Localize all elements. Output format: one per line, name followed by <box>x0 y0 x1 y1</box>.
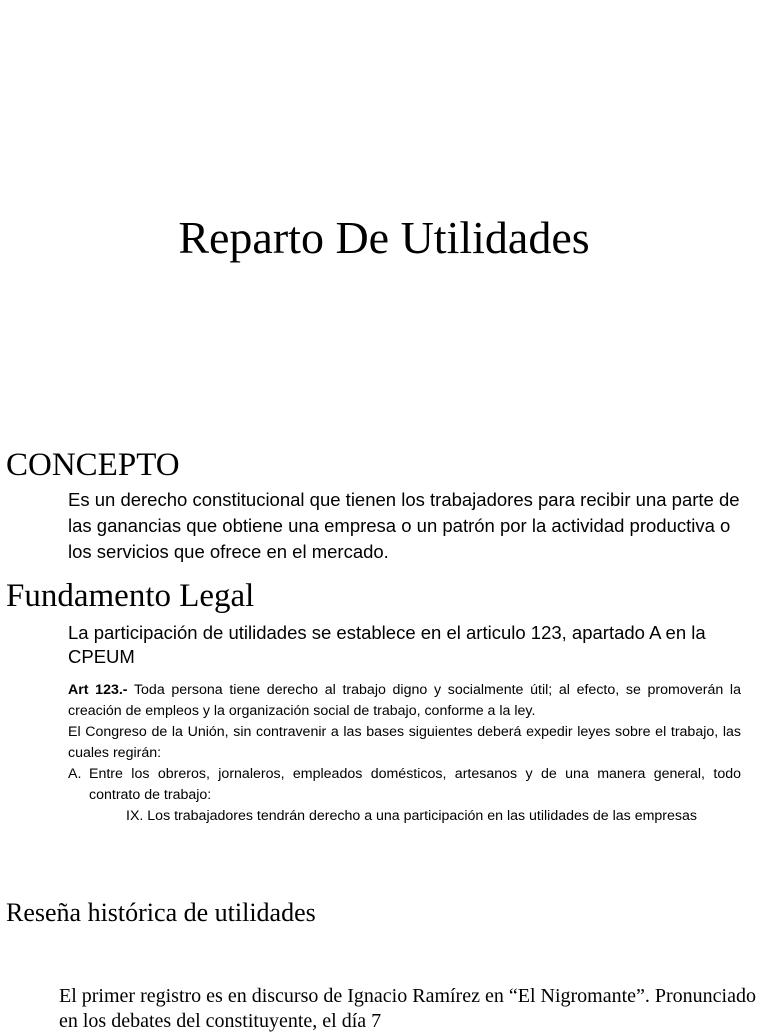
list-item-a <box>68 764 741 806</box>
article-label: Art 123.- <box>68 682 128 698</box>
list-item-a-text: Entre los obreros, jornaleros, empleados domésticos, artesanos y de una manera general, todo contrato de trabajo: <box>89 766 741 803</box>
list-marker-a: A. <box>68 766 82 782</box>
article-text: Toda persona tiene derecho al trabajo digno y socialmente útil; al efecto, se promoverán la creación de empleos y la organización social de trabajo, conforme a la ley. <box>68 682 741 719</box>
article-paragraph <box>68 680 741 722</box>
resena-heading: Reseña histórica de utilidades <box>6 898 316 927</box>
resena-text: El primer registro es en discurso de Ignacio Ramírez en “El Nigromante”. Pronunciado en los debates del constituyente, el día 7 <box>59 985 756 1032</box>
concepto-heading: CONCEPTO <box>6 447 180 483</box>
fundamento-heading: Fundamento Legal <box>6 578 255 614</box>
congress-paragraph: El Congreso de la Unión, sin contravenir a las bases siguientes deberá expedir leyes sobre el trabajo, las cuales regirán: <box>68 724 741 761</box>
concepto-text: Es un derecho constitucional que tienen los trabajadores para recibir una parte de las ganancias que obtiene una empresa o un patrón por la actividad productiva o los servicios que ofrece en el mercado. <box>68 489 740 562</box>
fundamento-intro: La participación de utilidades se establece en el articulo 123, apartado A en la CPEUM <box>68 622 706 667</box>
list-item-ix: IX. Los trabajadores tendrán derecho a una participación en las utilidades de las empresas <box>126 808 698 824</box>
page-title: Reparto De Utilidades <box>178 212 590 263</box>
article-block <box>68 680 741 827</box>
